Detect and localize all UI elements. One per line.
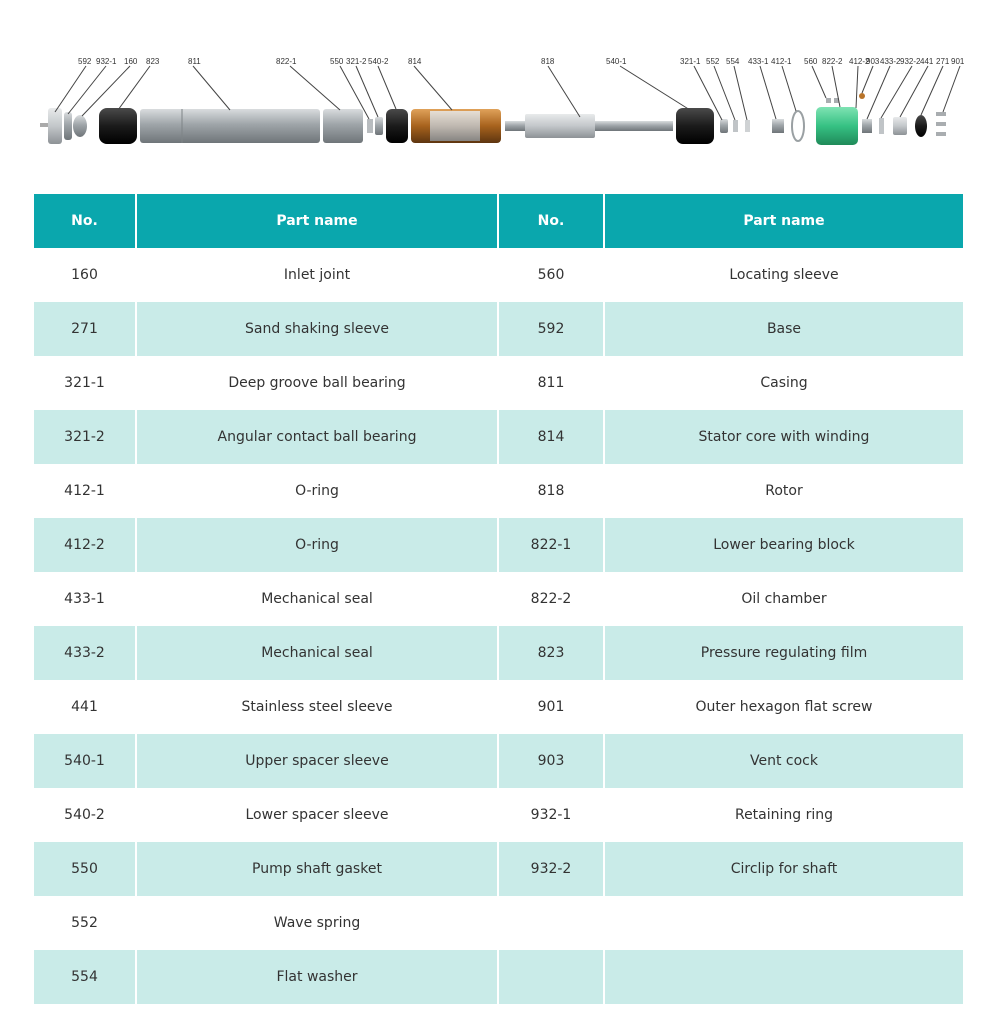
table-row [34,842,963,896]
part-mechanical-seal-433-2 [862,119,872,133]
part-name-cell: Sand shaking sleeve [136,302,498,356]
table-row [34,788,963,842]
part-number-cell: 818 [498,464,604,518]
svg-text:932-2: 932-2 [900,57,921,66]
svg-text:554: 554 [726,57,740,66]
part-bearing-321-1 [720,119,728,133]
part-name-cell: Pressure regulating film [700,645,868,661]
table-row [34,734,963,788]
svg-text:412-1: 412-1 [771,57,792,66]
part-wave-spring-552 [733,120,738,132]
svg-text:433-1: 433-1 [748,57,769,66]
part-name-cell: Retaining ring [734,807,834,823]
exploded-diagram-svg [0,0,1000,190]
part-mechanical-seal-433-1 [772,119,784,133]
table-row [34,302,963,356]
part-name-cell: Rotor [765,483,803,499]
table-row [34,896,963,950]
part-bearing-321-2 [375,117,383,135]
part-lower-bearing-block-822-1 [323,109,363,143]
callout-321-2 [346,57,378,117]
table-row [34,626,963,680]
callout-441 [900,57,934,117]
part-oil-chamber-822-2 [816,98,858,145]
svg-text:901: 901 [951,57,965,66]
callout-540-2 [368,57,396,109]
part-name-cell: O-ring [136,518,498,572]
svg-text:818: 818 [541,57,555,66]
part-number-cell: 550 [34,842,136,896]
part-name-cell: Deep groove ball bearing [136,356,498,410]
part-name-cell: Flat washer [136,950,498,1004]
part-retaining-ring-932-1 [64,112,72,140]
part-number-cell: 811 [498,356,604,410]
header-no-left: No. [34,194,136,248]
part-number-cell [498,950,604,1004]
part-number-cell: 412-1 [34,464,136,518]
callout-592 [55,57,92,112]
part-name-cell: Inlet joint [136,248,498,302]
part-circlip-932-2 [879,118,884,134]
part-name-cell: Wave spring [136,896,498,950]
part-number-cell: 932-1 [498,788,604,842]
svg-text:160: 160 [124,57,138,66]
part-number-cell: 433-1 [34,572,136,626]
svg-text:903: 903 [866,57,880,66]
svg-text:321-1: 321-1 [680,57,701,66]
callout-433-2 [867,57,901,119]
part-name-cell: Lower spacer sleeve [136,788,498,842]
table-row [34,950,963,1004]
svg-text:560: 560 [804,57,818,66]
parts-table-body [34,248,963,1004]
callout-811 [188,57,230,110]
table-row [34,356,963,410]
callout-540-1 [606,57,690,110]
part-name-cell: Angular contact ball bearing [136,410,498,464]
svg-text:814: 814 [408,57,422,66]
part-sand-shaking-sleeve-271 [915,115,927,137]
svg-text:412-2: 412-2 [849,57,870,66]
part-casing-811 [140,109,320,143]
part-name-cell: Mechanical seal [136,572,498,626]
svg-text:822-1: 822-1 [276,57,297,66]
part-number-cell: 901 [498,680,604,734]
part-number-cell: 321-1 [34,356,136,410]
header-no-right: No. [498,194,604,248]
part-number-cell: 433-2 [34,626,136,680]
parts-table [34,194,963,1004]
part-upper-spacer-sleeve-540-1 [676,108,714,144]
part-number-cell: 903 [498,734,604,788]
exploded-diagram [0,0,1000,190]
svg-text:321-2: 321-2 [346,57,367,66]
table-row [34,248,963,302]
header-row [34,194,963,248]
part-name-cell: Pump shaft gasket [136,842,498,896]
part-number-cell: 441 [34,680,136,734]
svg-text:811: 811 [188,57,201,66]
part-name-cell [604,896,963,950]
part-name-cell: Casing [760,375,808,391]
part-number-cell: 271 [34,302,136,356]
part-number-cell: 560 [498,248,604,302]
svg-text:441: 441 [920,57,934,66]
part-o-ring-412-1 [792,111,804,141]
part-name-cell: Stator core with winding [698,429,870,445]
table-row [34,518,963,572]
part-name-cell: Oil chamber [741,591,827,607]
part-number-cell: 932-2 [498,842,604,896]
part-number-cell [498,896,604,950]
svg-text:433-2: 433-2 [880,57,901,66]
svg-text:822-2: 822-2 [822,57,843,66]
part-name-cell: Outer hexagon flat screw [695,699,873,715]
svg-text:540-2: 540-2 [368,57,389,66]
callout-818 [541,57,580,117]
part-lower-spacer-sleeve-540-2 [386,109,408,143]
svg-text:823: 823 [146,57,160,66]
svg-text:540-1: 540-1 [606,57,627,66]
part-number-cell: 592 [498,302,604,356]
svg-text:592: 592 [78,57,92,66]
part-name-cell: Upper spacer sleeve [136,734,498,788]
callout-433-1 [748,57,776,119]
table-row [34,680,963,734]
callout-412-1 [771,57,796,111]
callout-932-2 [881,57,921,118]
part-name-cell: Mechanical seal [136,626,498,680]
part-name-cell: Stainless steel sleeve [136,680,498,734]
svg-text:552: 552 [706,57,720,66]
part-name-cell [604,950,963,1004]
part-name-cell: Lower bearing block [713,537,855,553]
part-number-cell: 814 [498,410,604,464]
part-number-cell: 822-2 [498,572,604,626]
part-rotor-818 [505,114,673,138]
svg-text:932-1: 932-1 [96,57,117,66]
part-number-cell: 160 [34,248,136,302]
part-stator-814 [411,109,501,143]
part-number-cell: 540-2 [34,788,136,842]
part-pressure-regulating-film-823 [99,108,137,144]
part-base-592 [40,108,62,144]
part-number-cell: 412-2 [34,518,136,572]
table-row [34,410,963,464]
part-pump-shaft-gasket-550 [367,119,373,133]
part-name-cell: Circlip for shaft [730,861,838,877]
part-name-cell: Vent cock [750,753,818,769]
table-row [34,572,963,626]
part-number-cell: 822-1 [498,518,604,572]
part-name-cell: Locating sleeve [729,267,839,283]
parts-table-header [34,194,963,248]
header-part-name-right: Part name [743,213,825,229]
part-name-cell: Base [766,321,802,337]
table-row [34,464,963,518]
part-number-cell: 554 [34,950,136,1004]
part-number-cell: 552 [34,896,136,950]
part-name-cell: O-ring [136,464,498,518]
part-number-cell: 540-1 [34,734,136,788]
part-vent-cock-903 [859,93,865,99]
callout-822-2 [822,57,843,107]
part-inlet-joint-160 [73,115,87,137]
header-part-name-left: Part name [136,194,498,248]
svg-text:271: 271 [936,57,950,66]
part-screws-901 [936,112,946,136]
svg-text:550: 550 [330,57,344,66]
callout-814 [408,57,452,110]
part-stainless-steel-sleeve-441 [893,117,907,135]
part-number-cell: 823 [498,626,604,680]
part-number-cell: 321-2 [34,410,136,464]
part-flat-washer-554 [745,120,750,132]
callout-554 [726,57,747,120]
